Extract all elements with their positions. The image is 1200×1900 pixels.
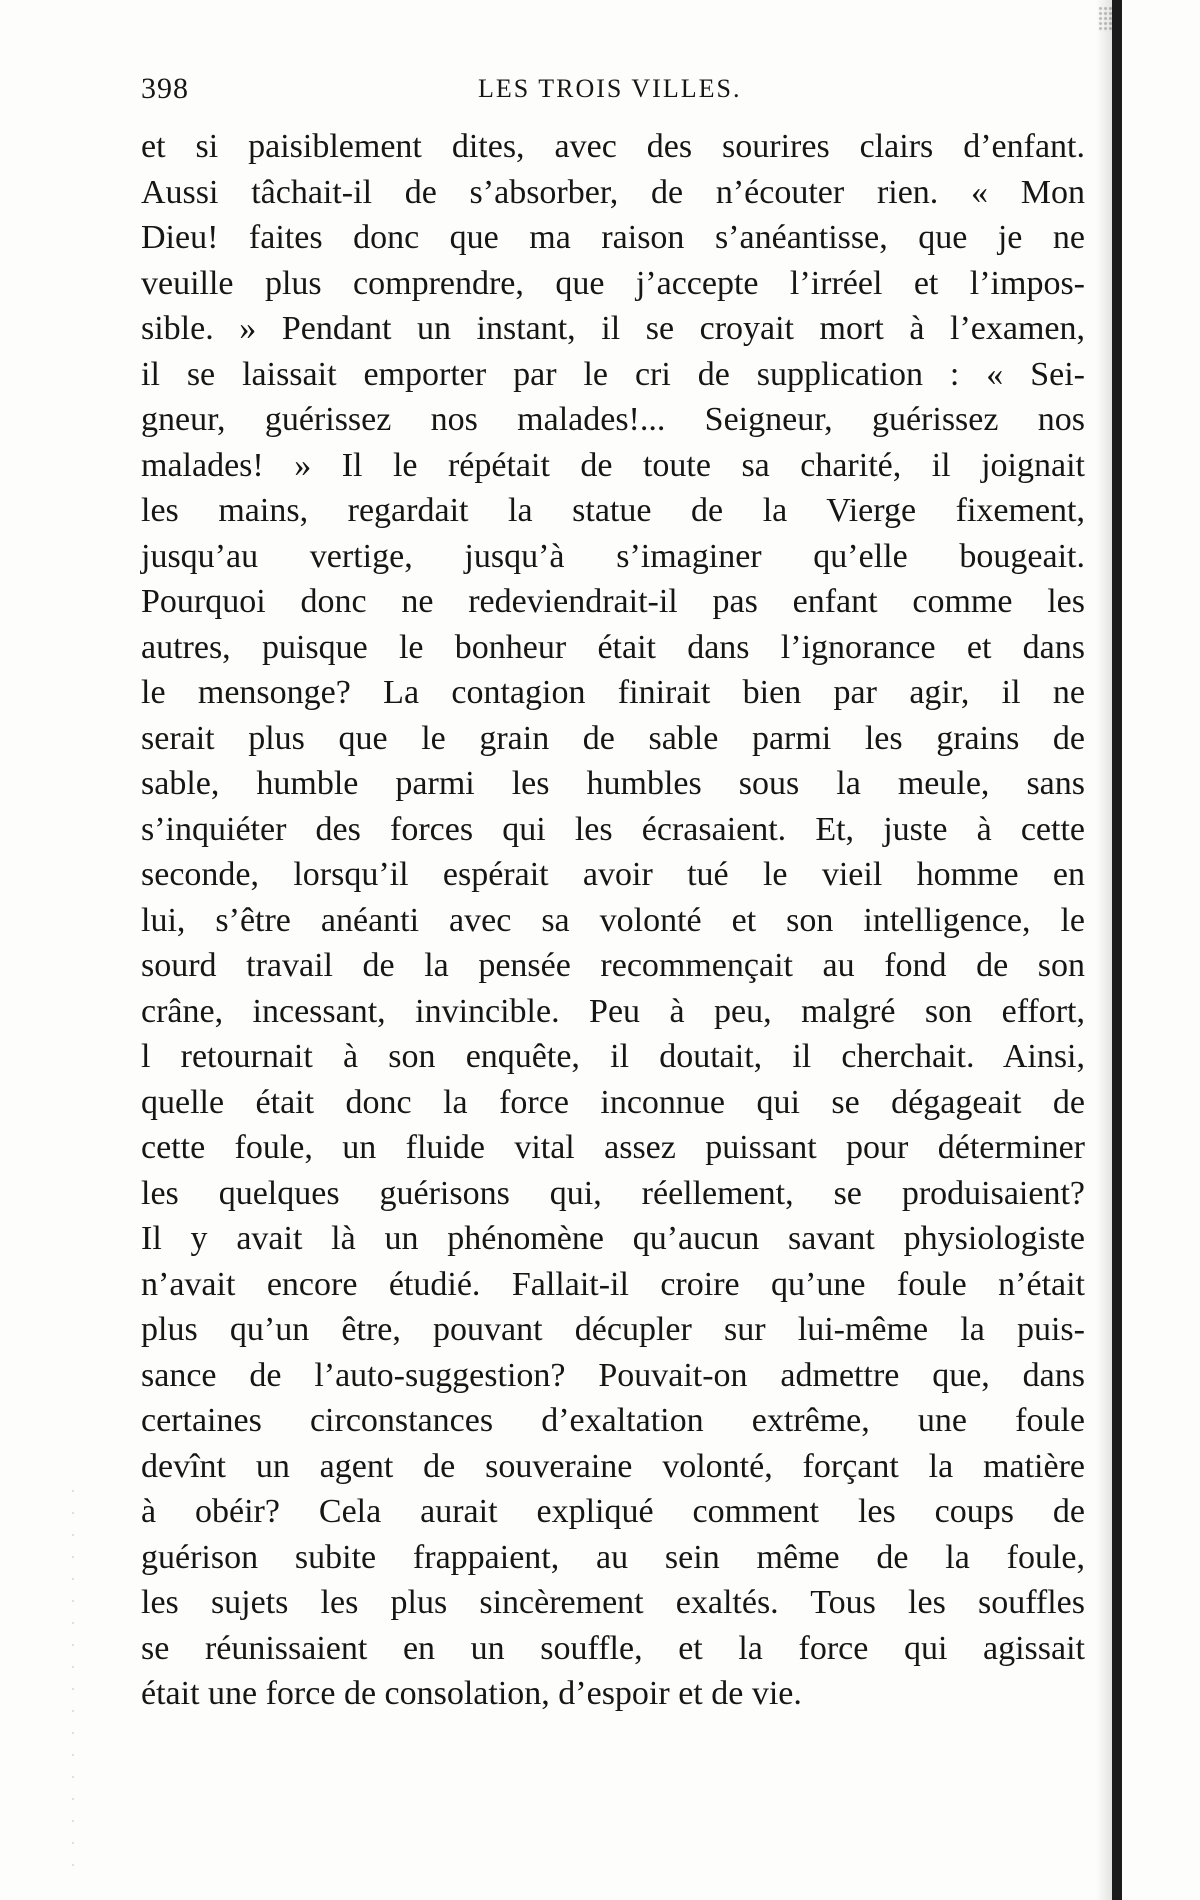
text-line: s’inquiéter des forces qui les écrasaient. Et, juste à cette xyxy=(141,810,1085,848)
text-line: cette foule, un fluide vital assez puissant pour déterminer xyxy=(141,1129,1085,1166)
margin-noise xyxy=(70,1480,76,1880)
text-line: certaines circonstances d’exaltation extrême, une foule xyxy=(141,1402,1085,1439)
text-line: malades! » Il le répétait de toute sa charité, il joignait xyxy=(141,446,1085,484)
text-line: l retournait à son enquête, il doutait, il cherchait. Ainsi, xyxy=(141,1038,1085,1075)
text-line: se réunissaient en un souffle, et la force qui agissait xyxy=(141,1629,1085,1667)
text-line: et si paisiblement dites, avec des sourires clairs d’enfant. xyxy=(141,128,1085,165)
text-line: guérison subite frappaient, au sein même de la foule, xyxy=(141,1538,1085,1576)
text-line: plus qu’un être, pouvant décupler sur lui-même la puis- xyxy=(141,1311,1085,1348)
text-line: Aussi tâchait-il de s’absorber, de n’écouter rien. « Mon xyxy=(141,173,1085,211)
binding-shadow xyxy=(1096,0,1112,1900)
text-line: le mensonge? La contagion finirait bien par agir, il ne xyxy=(141,674,1085,711)
text-line: gneur, guérissez nos malades!... Seigneur, guérissez nos xyxy=(141,401,1085,438)
binding-speck xyxy=(1098,6,1112,32)
text-line: Pourquoi donc ne redeviendrait-il pas enfant comme les xyxy=(141,583,1085,620)
text-line: serait plus que le grain de sable parmi les grains de xyxy=(141,719,1085,757)
text-line: les sujets les plus sincèrement exaltés. Tous les souffles xyxy=(141,1584,1085,1621)
text-line: crâne, incessant, invincible. Peu à peu, malgré son effort, xyxy=(141,992,1085,1030)
running-title: LES TROIS VILLES. xyxy=(478,74,742,103)
text-line: lui, s’être anéanti avec sa volonté et son intelligence, le xyxy=(141,901,1085,939)
text-line: jusqu’au vertige, jusqu’à s’imaginer qu’elle bougeait. xyxy=(141,537,1085,575)
body-text xyxy=(141,124,1085,1717)
text-line: n’avait encore étudié. Fallait-il croire qu’une foule n’était xyxy=(141,1265,1085,1303)
text-line: quelle était donc la force inconnue qui se dégageait de xyxy=(141,1083,1085,1121)
text-line: Il y avait là un phénomène qu’aucun savant physiologiste xyxy=(141,1220,1085,1257)
text-line: sable, humble parmi les humbles sous la meule, sans xyxy=(141,765,1085,802)
page-header xyxy=(141,72,1081,112)
text-line: à obéir? Cela aurait expliqué comment les coups de xyxy=(141,1493,1085,1530)
page-number: 398 xyxy=(141,72,189,105)
text-line: les quelques guérisons qui, réellement, se produisaient? xyxy=(141,1174,1085,1212)
text-line: devînt un agent de souveraine volonté, forçant la matière xyxy=(141,1447,1085,1485)
text-line: les mains, regardait la statue de la Vierge fixement, xyxy=(141,492,1085,529)
text-line: seconde, lorsqu’il espérait avoir tué le vieil homme en xyxy=(141,856,1085,893)
text-line: veuille plus comprendre, que j’accepte l’irréel et l’impos- xyxy=(141,264,1085,302)
text-line: Dieu! faites donc que ma raison s’anéantisse, que je ne xyxy=(141,219,1085,256)
binding-edge xyxy=(1112,0,1122,1900)
text-line: sourd travail de la pensée recommençait au fond de son xyxy=(141,947,1085,984)
text-line-last: était une force de consolation, d’espoir et de vie. xyxy=(141,1675,802,1712)
text-line: sible. » Pendant un instant, il se croyait mort à l’examen, xyxy=(141,310,1085,347)
text-line: sance de l’auto-suggestion? Pouvait-on admettre que, dans xyxy=(141,1356,1085,1394)
text-line: il se laissait emporter par le cri de supplication : « Sei- xyxy=(141,355,1085,393)
text-line: autres, puisque le bonheur était dans l’ignorance et dans xyxy=(141,628,1085,666)
